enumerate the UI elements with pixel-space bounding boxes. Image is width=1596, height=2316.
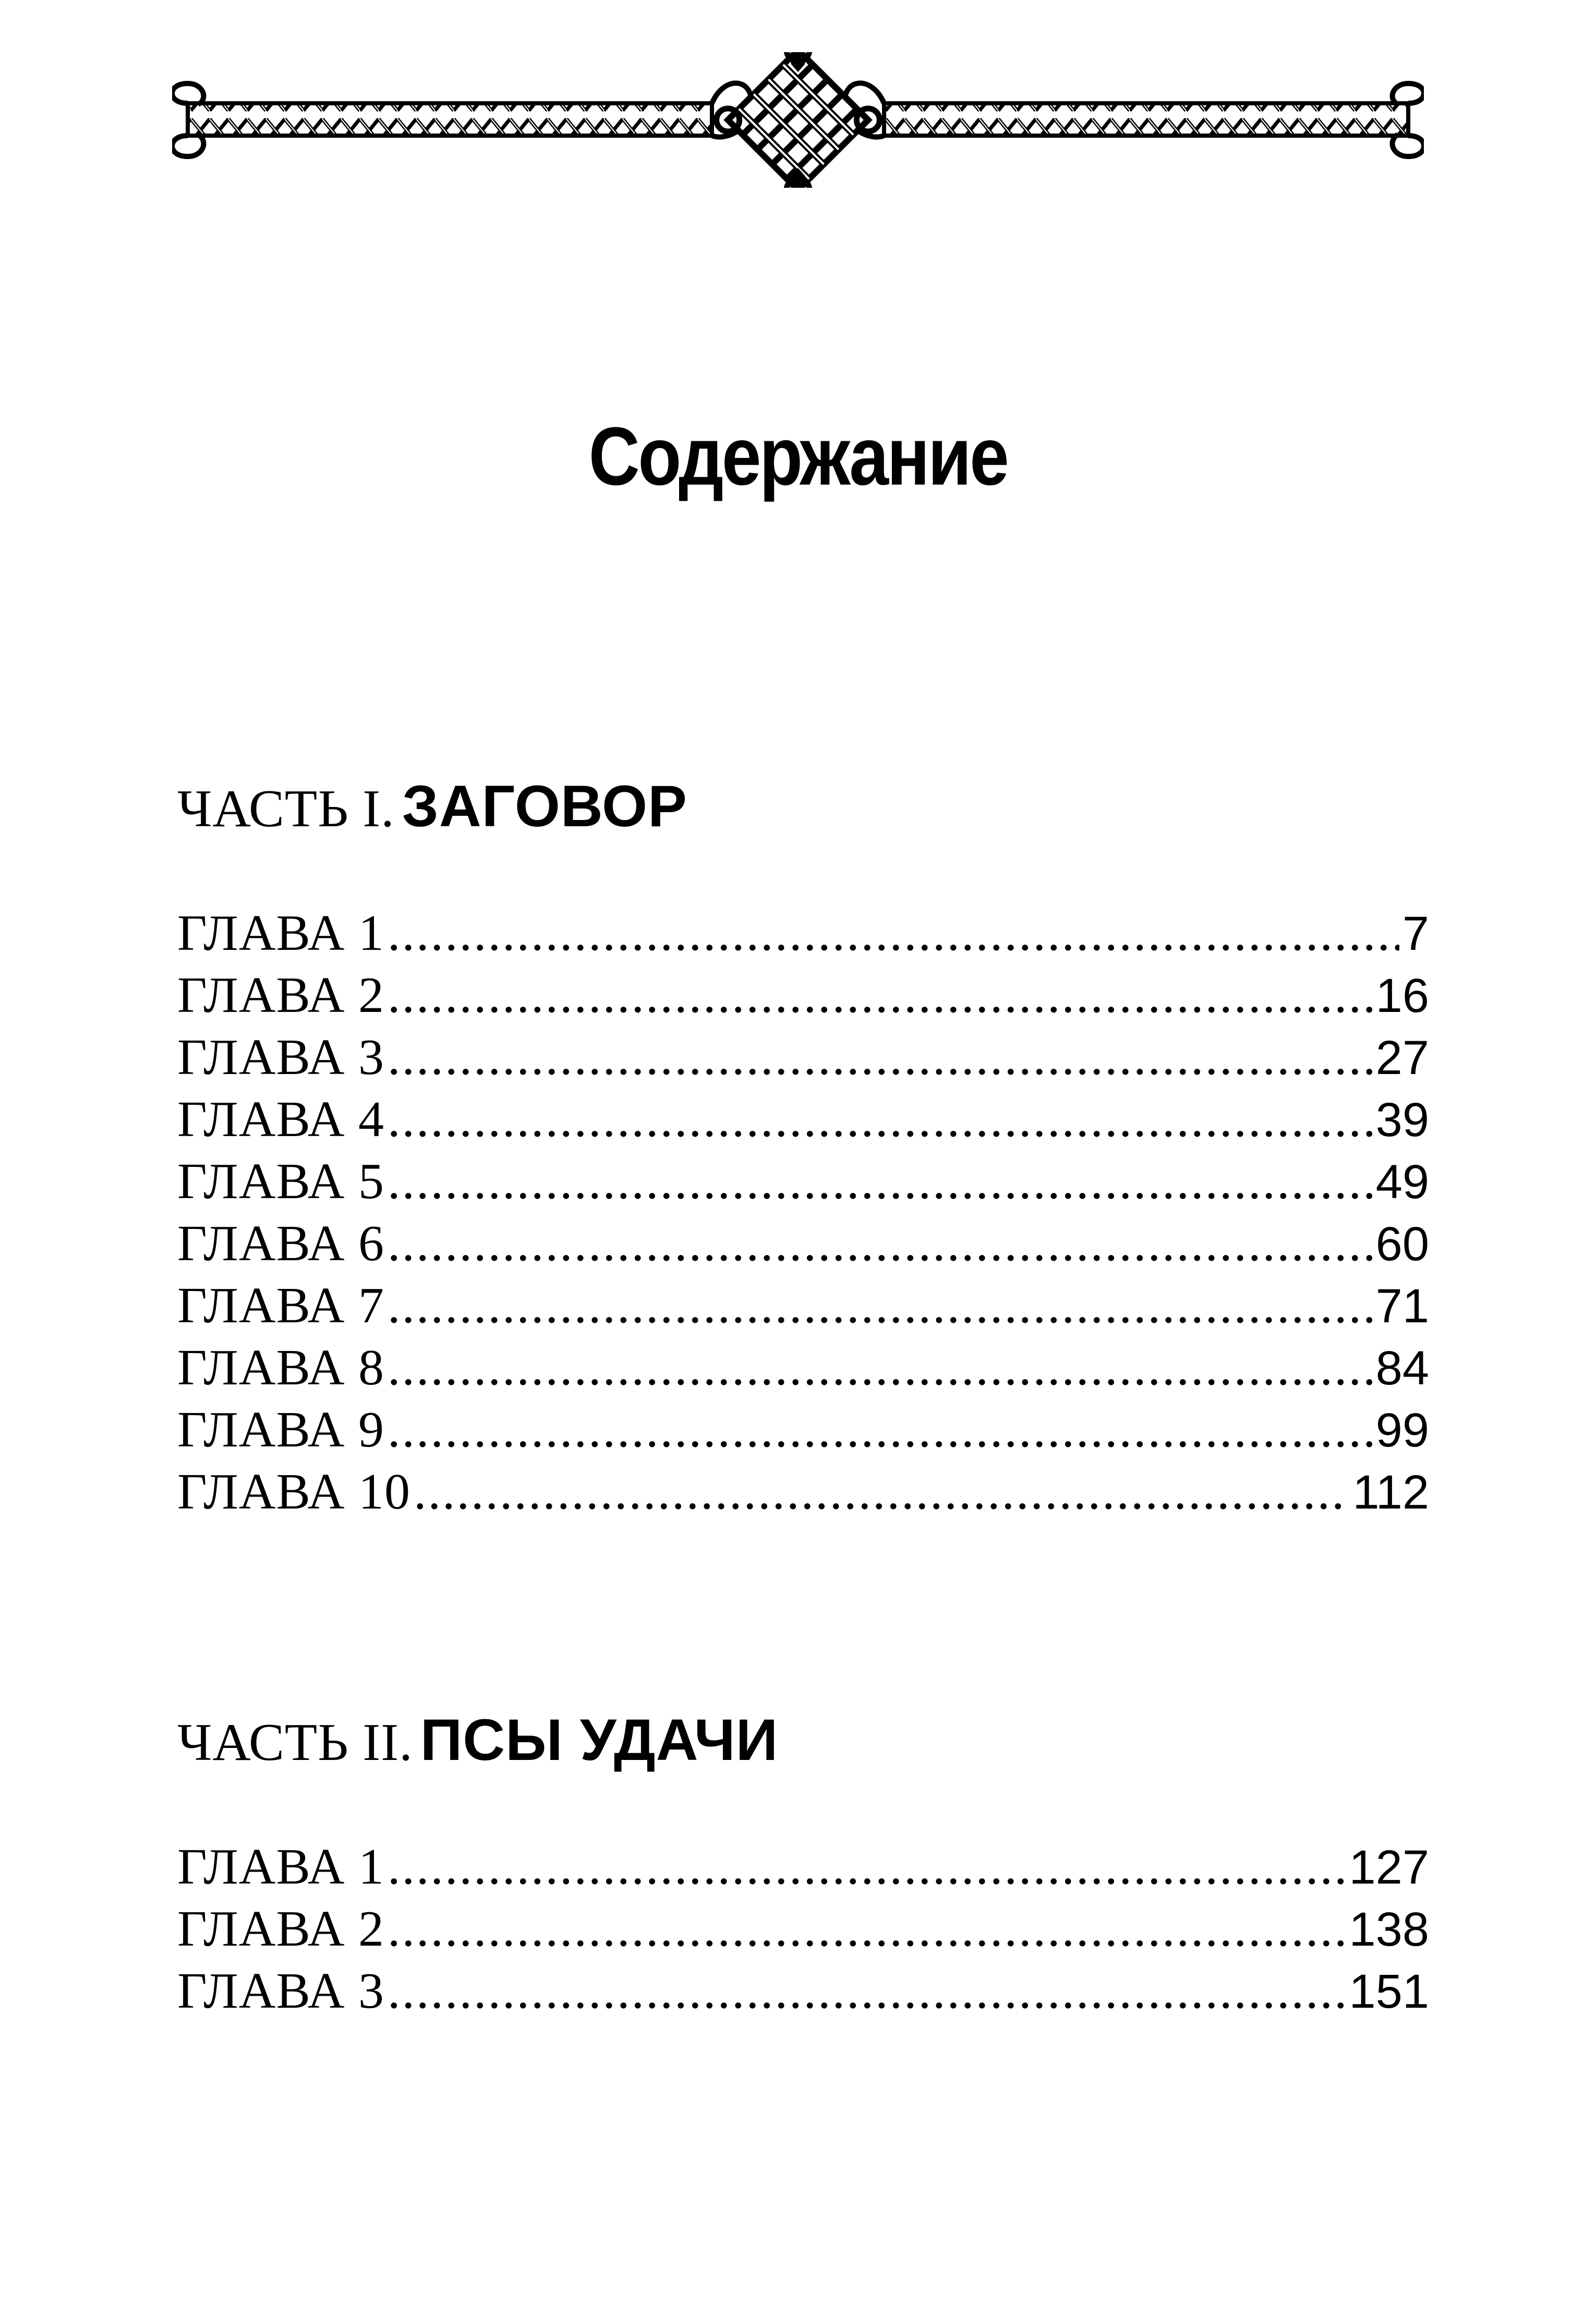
chapter-label: ГЛАВА 6 <box>177 1215 384 1272</box>
chapter-label: ГЛАВА 10 <box>177 1464 410 1520</box>
dot-leader <box>414 1461 1349 1523</box>
chapter-label: ГЛАВА 8 <box>177 1340 384 1396</box>
part-title: ПСЫ УДАЧИ <box>420 1707 779 1772</box>
dot-leader <box>388 1960 1346 2022</box>
dot-leader <box>388 1836 1346 1898</box>
toc-entry[interactable] <box>177 1836 1429 1898</box>
dot-leader <box>388 1089 1373 1151</box>
page-number: 138 <box>1349 1903 1429 1956</box>
chapter-label: ГЛАВА 7 <box>177 1277 384 1334</box>
page-title: Содержание <box>588 410 1008 502</box>
toc-entry[interactable] <box>177 1337 1429 1399</box>
page-number: 60 <box>1375 1217 1429 1271</box>
dot-leader <box>388 1898 1346 1960</box>
chapter-label: ГЛАВА 2 <box>177 967 384 1023</box>
dot-leader <box>388 1213 1373 1275</box>
page-number: 49 <box>1375 1155 1429 1209</box>
toc-entry[interactable] <box>177 1027 1429 1089</box>
chapter-label: ГЛАВА 3 <box>177 1029 384 1085</box>
dot-leader <box>388 1337 1373 1399</box>
dot-leader <box>388 964 1373 1027</box>
toc-list <box>177 902 1429 1523</box>
toc-entry[interactable] <box>177 1960 1429 2022</box>
part-heading <box>177 1707 779 1772</box>
page-number: 27 <box>1375 1031 1429 1084</box>
chapter-label: ГЛАВА 2 <box>177 1901 384 1957</box>
chapter-label: ГЛАВА 3 <box>177 1963 384 2019</box>
toc-entry[interactable] <box>177 1399 1429 1461</box>
dot-leader <box>388 902 1399 964</box>
toc-entry[interactable] <box>177 1898 1429 1960</box>
page-number: 84 <box>1375 1342 1429 1395</box>
part-number: ЧАСТЬ I. <box>177 779 395 838</box>
chapter-label: ГЛАВА 4 <box>177 1091 384 1148</box>
chapter-label: ГЛАВА 5 <box>177 1153 384 1210</box>
page-number: 16 <box>1375 969 1429 1022</box>
toc-entry[interactable] <box>177 1461 1429 1523</box>
part-title: ЗАГОВОР <box>402 774 687 839</box>
part-number: ЧАСТЬ II. <box>177 1713 413 1772</box>
page-number: 127 <box>1349 1841 1429 1894</box>
dot-leader <box>388 1027 1373 1089</box>
chapter-label: ГЛАВА 1 <box>177 1839 384 1895</box>
celtic-knot-border-icon <box>172 52 1424 188</box>
toc-entry[interactable] <box>177 1213 1429 1275</box>
toc-entry[interactable] <box>177 1089 1429 1151</box>
page-number: 7 <box>1402 907 1429 960</box>
page-number: 99 <box>1375 1404 1429 1457</box>
toc-entry[interactable] <box>177 1275 1429 1337</box>
page-number: 151 <box>1349 1965 1429 2018</box>
dot-leader <box>388 1275 1373 1337</box>
page-number: 71 <box>1375 1280 1429 1333</box>
part-heading <box>177 774 687 839</box>
dot-leader <box>388 1399 1373 1461</box>
chapter-label: ГЛАВА 1 <box>177 905 384 961</box>
toc-entry[interactable] <box>177 964 1429 1027</box>
toc-list <box>177 1836 1429 2022</box>
page-number: 39 <box>1375 1093 1429 1147</box>
chapter-label: ГЛАВА 9 <box>177 1402 384 1458</box>
page-number: 112 <box>1352 1466 1429 1519</box>
toc-entry[interactable] <box>177 1151 1429 1213</box>
toc-entry[interactable] <box>177 902 1429 964</box>
dot-leader <box>388 1151 1373 1213</box>
